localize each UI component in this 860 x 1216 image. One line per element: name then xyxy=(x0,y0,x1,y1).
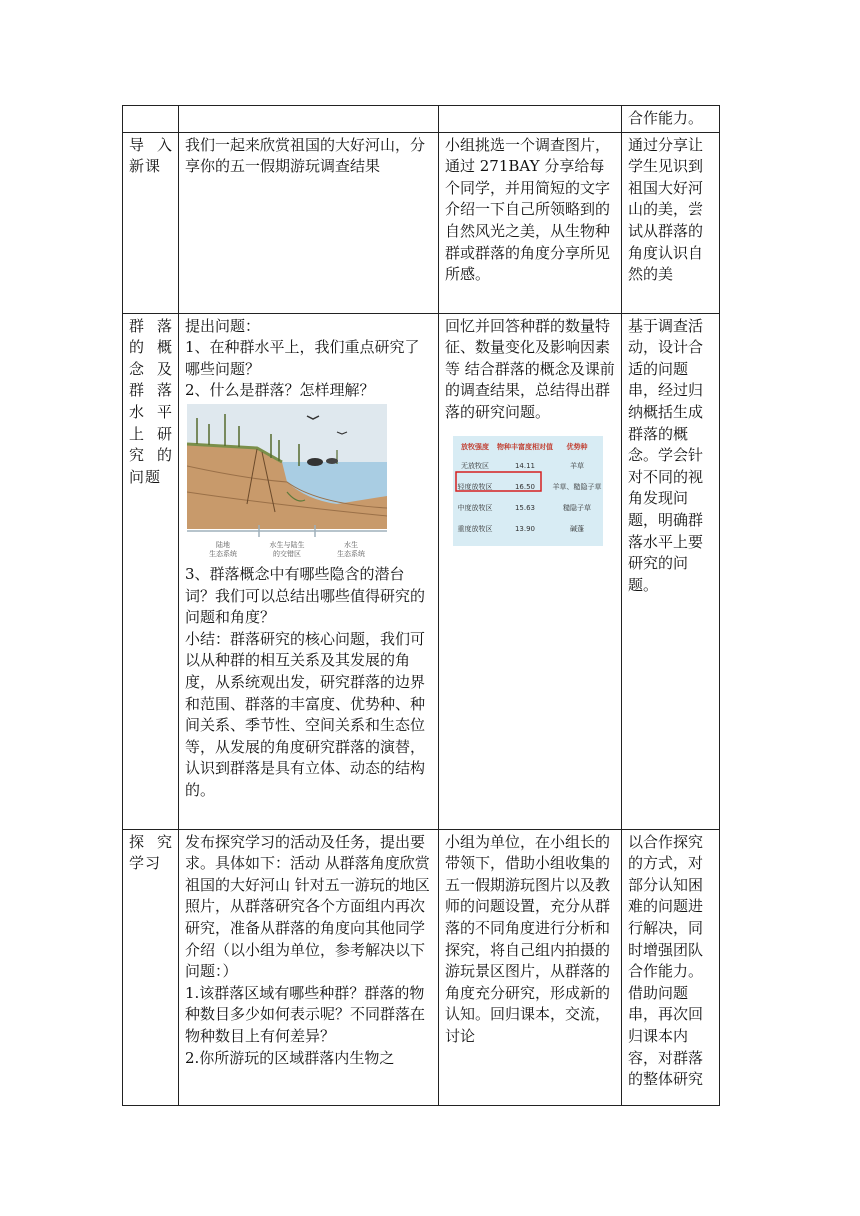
lesson-plan-table xyxy=(122,105,720,1106)
student-activity-cell: 回忆并回答种群的数量特征、数量变化及影响因素等 结合群落的概念及课前的调查结果，总结得出群落的研究问题。 放牧强度 物种丰富度相对值 优势种 无放牧区 14.11 羊草 轻度放牧区 16.50 羊草、糙隐子草 中度放牧区 15.63 糙隐子草 重度放牧区 13.90 碱蓬 xyxy=(439,313,622,829)
topic-cell: 探究学习 xyxy=(123,829,179,1105)
figure-table-cell: 重度放牧区 xyxy=(457,524,493,533)
figure-table-cell: 轻度放牧区 xyxy=(457,482,493,491)
figure-label-ecotone: 水生与陆生的交错区 xyxy=(269,540,305,558)
teacher-activity-cell xyxy=(179,106,439,133)
table-row xyxy=(123,829,720,1105)
figure-table-cell: 15.63 xyxy=(514,503,536,512)
grazing-richness-table-figure xyxy=(453,436,603,546)
design-intent-cell: 通过分享让学生见识到祖国大好河山的美，尝试从群落的角度认识自然的美 xyxy=(622,132,720,313)
student-activity-cell: 小组为单位，在小组长的带领下，借助小组收集的五一假期游玩图片以及教师的问题设置，充分从群落的不同角度进行分析和探究，将自己组内拍摄的游玩景区图片，从群落的角度充分研究，形成新的认知。回归课本，交流，讨论 xyxy=(439,829,622,1105)
table-row xyxy=(123,313,720,829)
figure-table-cell: 13.90 xyxy=(514,524,536,533)
topic-cell: 导入新课 xyxy=(123,132,179,313)
figure-label-water: 水生生态系统 xyxy=(337,540,365,558)
inquiry-question-1: 1.该群落区域有哪些种群？群落的物种数目多少如何表示呢？不同群落在物种数目上有何差异？ xyxy=(185,983,426,1045)
question-3: 3、群落概念中有哪些隐含的潜台词？我们可以总结出哪些值得研究的问题和角度？ xyxy=(185,564,426,627)
figure-table-header: 物种丰富度相对值 xyxy=(497,442,553,451)
figure-table-cell: 无放牧区 xyxy=(461,461,489,470)
teacher-activity-cell xyxy=(179,313,439,829)
figure-label-land: 陆地生态系统 xyxy=(209,540,237,558)
student-activity-cell xyxy=(439,106,622,133)
question-intro: 提出问题： xyxy=(185,316,261,335)
figure-table-cell: 16.50 xyxy=(514,482,536,491)
figure-table-cell: 糙隐子草 xyxy=(563,503,591,512)
topic-cell: 群落的概念及群落水平上研究的问题 xyxy=(123,313,179,829)
topic-cell xyxy=(123,106,179,133)
question-1: 1、在种群水平上，我们重点研究了哪些问题？ xyxy=(185,338,420,378)
design-intent-cell: 基于调查活动，设计合适的问题串，经过归纳概括生成群落的概念。学会针对不同的视角发现问题，明确群落水平上要研究的问题。 xyxy=(622,313,720,829)
figure-table-cell: 羊草 xyxy=(570,461,584,470)
question-2: 2、什么是群落？怎样理解？ xyxy=(185,381,375,400)
figure-table-cell: 碱蓬 xyxy=(570,524,584,533)
figure-table-header: 放牧强度 xyxy=(461,442,489,451)
ecosystem-cross-section-figure xyxy=(187,404,387,562)
figure-table-cell: 14.11 xyxy=(514,461,536,470)
table-row xyxy=(123,106,720,133)
teacher-activity-cell: 我们一起来欣赏祖国的大好河山，分享你的五一假期游玩调查结果 xyxy=(179,132,439,313)
figure-table-header: 优势种 xyxy=(566,442,588,451)
design-intent-cell: 以合作探究的方式，对部分认知困难的问题进行解决，同时增强团队合作能力。借助问题串，再次回归课本内容，对群落的整体研究 xyxy=(622,829,720,1105)
design-intent-cell: 合作能力。 xyxy=(622,106,720,133)
student-activity-cell: 小组挑选一个调查图片，通过 271BAY 分享给每个同学，并用简短的文字介绍一下自己所领略到的自然风光之美，从生物种群或群落的角度分享所见所感。 xyxy=(439,132,622,313)
summary-text: 小结：群落研究的核心问题，我们可以从种群的相互关系及其发展的角度，从系统观出发，研究群落的边界和范围、群落的丰富度、优势种、种间关系、季节性、空间关系和生态位等，从发展的角度研究群落的演替，认识到群落是具有立体、动态的结构的。 xyxy=(185,629,426,799)
inquiry-question-2: 2.你所游玩的区域群落内生物之 xyxy=(185,1048,395,1067)
table-row xyxy=(123,132,720,313)
figure-table-cell: 羊草、糙隐子草 xyxy=(552,482,602,491)
figure-table-cell: 中度放牧区 xyxy=(457,503,493,512)
teacher-activity-cell: 发布探究学习的活动及任务，提出要求。具体如下：活动 从群落角度欣赏祖国的大好河山 针对五一游玩的地区照片，从群落研究各个方面组内再次研究，准备从群落的角度向其他同学介绍（以小组为单位，参考解决以下问题：） 1.该群落区域有哪些种群？群落的物种数目多少如何表示呢？不同群落在物种数目上有何差异？ 2.你所游玩的区域群落内生物之 xyxy=(179,829,439,1105)
